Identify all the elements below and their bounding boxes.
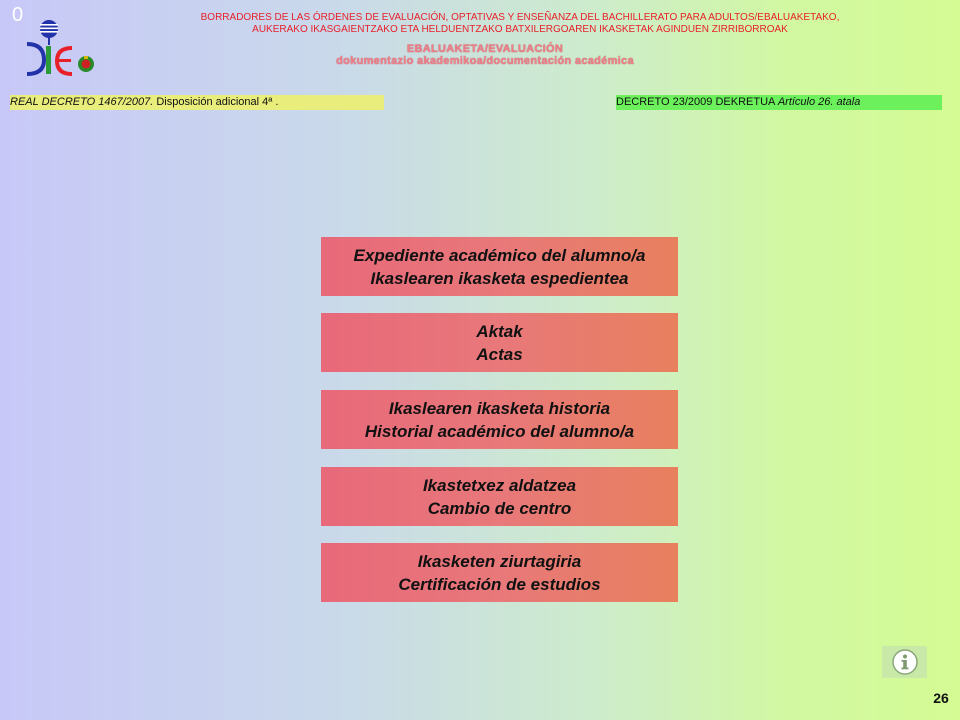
ref-right-text: DECRETO 23/2009 DEKRETUA	[616, 96, 778, 108]
ref-left-text: Disposición adicional 4ª .	[153, 96, 279, 108]
menu-button-actas[interactable]	[321, 313, 678, 372]
menu-label-line1: Ikastetxez aldatzea	[422, 475, 577, 495]
ref-decreto-dekretua[interactable]	[616, 95, 942, 110]
menu-button-cambio-centro[interactable]	[321, 467, 678, 526]
menu-label-line1: Ikasketen ziurtagiria	[417, 551, 582, 571]
menu-label-line1: Aktak	[476, 321, 523, 341]
header-subtitle-1: EBALUAKETA/EVALUACIÓN	[406, 43, 564, 55]
menu-label-line2: Certificación de estudios	[398, 574, 601, 594]
menu-button-certificacion[interactable]	[321, 543, 678, 602]
die-logo	[22, 18, 102, 78]
header-line2: AUKERAKO IKASGAIENTZAKO ETA HELDUENTZAKO BATXILERGOAREN IKASKETAK AGINDUEN ZIRRIBORROAK	[252, 24, 788, 35]
info-icon	[892, 649, 918, 675]
menu-label-line2: Historial académico del alumno/a	[364, 421, 635, 441]
header-subtitle-2: dokumentazio akademikoa/documentación académica	[336, 55, 634, 67]
menu-button-expediente[interactable]	[321, 237, 678, 296]
page-number: 26	[933, 690, 949, 706]
menu-label-line2: Cambio de centro	[427, 498, 572, 518]
ref-left-italic: REAL DECRETO 1467/2007.	[10, 96, 154, 108]
menu-button-historial[interactable]	[321, 390, 678, 449]
info-button[interactable]	[882, 646, 927, 678]
slide-index: 0	[12, 4, 24, 26]
globe-icon	[40, 20, 58, 45]
menu-label-line2: Actas	[476, 344, 523, 364]
ref-real-decreto[interactable]	[10, 95, 384, 110]
crest-icon	[78, 56, 94, 72]
menu-label-line2: Ikaslearen ikasketa espedientea	[370, 268, 629, 288]
header-title	[140, 12, 900, 36]
menu-label-line1: Expediente académico del alumno/a	[353, 245, 646, 265]
ref-right-italic: Artículo 26. atala	[777, 96, 861, 108]
header-line1: BORRADORES DE LAS ÓRDENES DE EVALUACIÓN, OPTATIVAS Y ENSEÑANZA DEL BACHILLERATO PARA ADULTOS/EBALUAKETAKO,	[200, 12, 840, 23]
menu-label-line1: Ikaslearen ikasketa historia	[388, 398, 611, 418]
